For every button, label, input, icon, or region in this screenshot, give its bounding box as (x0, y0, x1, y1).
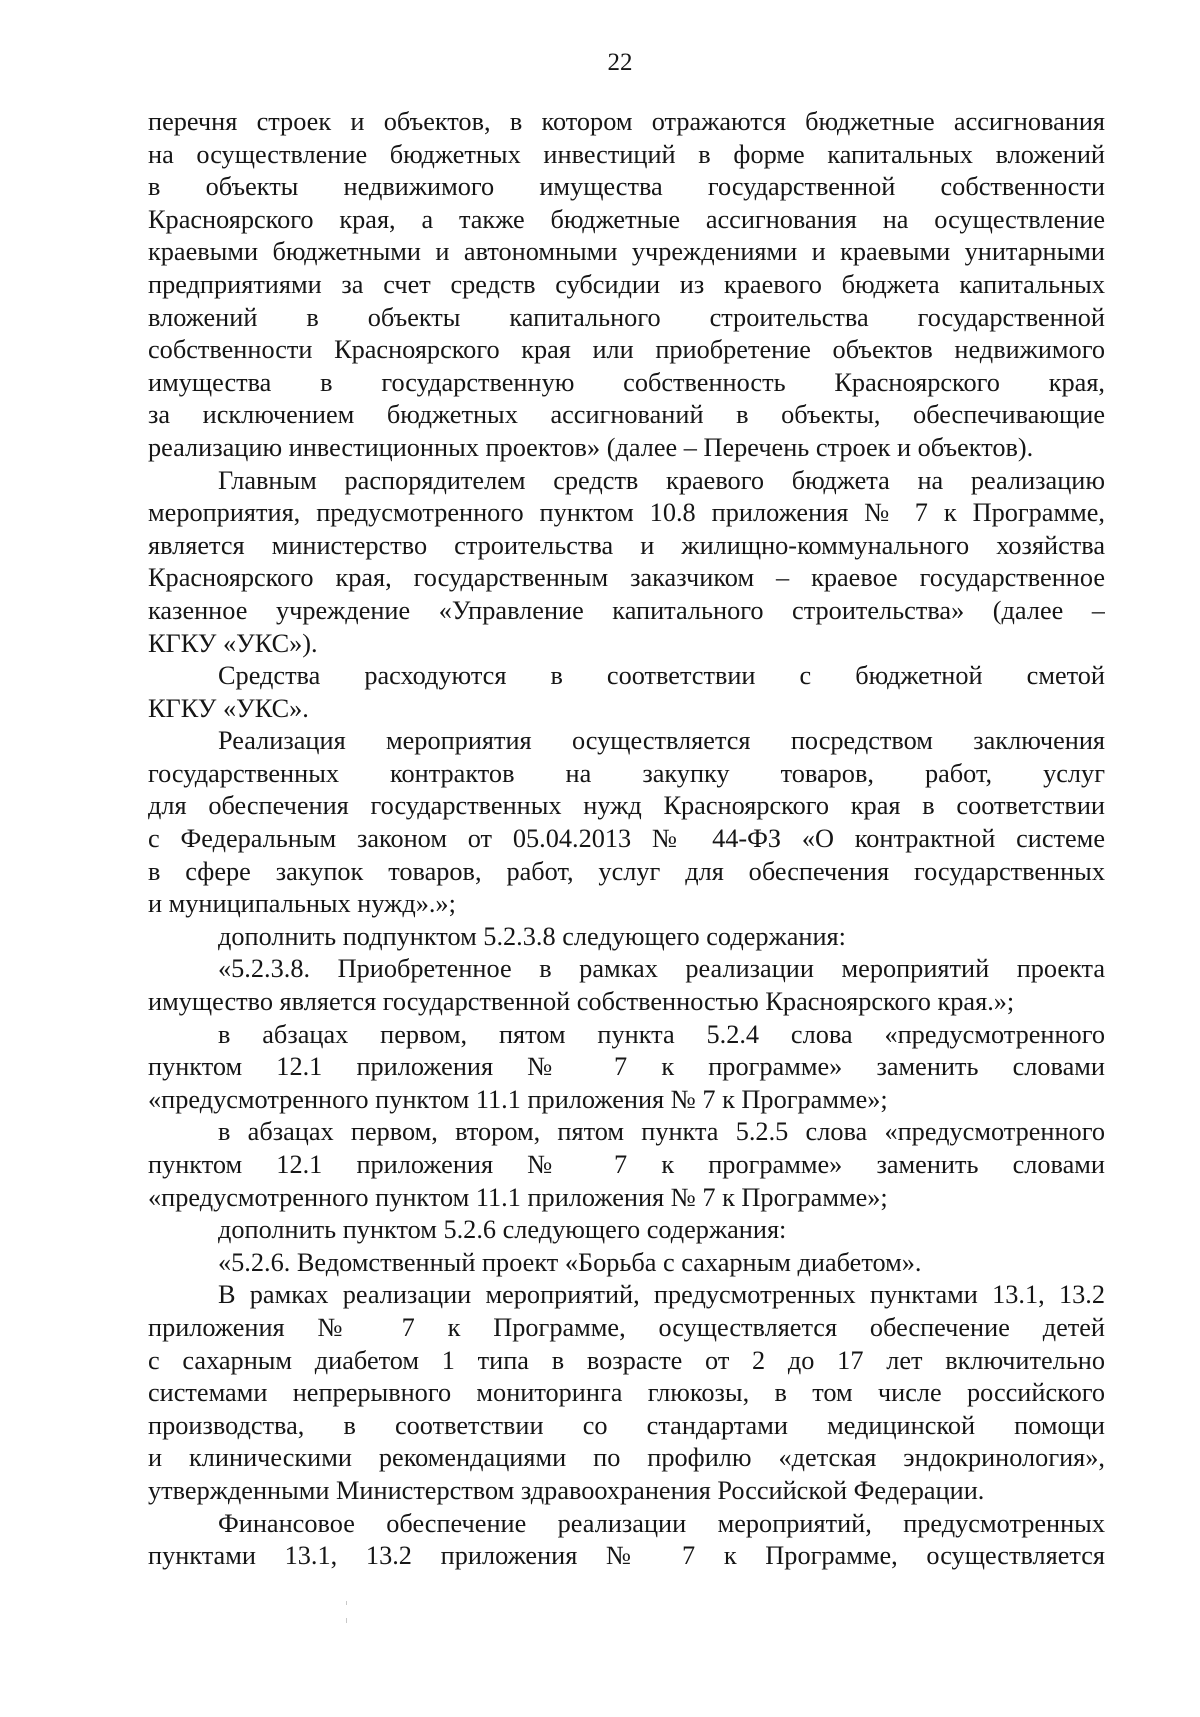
text-line: В рамках реализации мероприятий, предусмотренных пунктами 13.1, 13.2 (218, 1280, 1105, 1310)
text-line: в абзацах первом, пятом пункта 5.2.4 слова «предусмотренного (218, 1019, 1105, 1049)
page-number: 22 (607, 49, 633, 76)
text-line: Финансовое обеспечение реализации мероприятий, предусмотренных (218, 1508, 1105, 1538)
text-line: перечня строек и объектов, в котором отражаются бюджетные ассигнования (148, 107, 1105, 136)
text-line: КГКУ «УКС»). (148, 628, 318, 658)
text-line: пунктом 12.1 приложения № 7 к программе» заменить словами (148, 1150, 1105, 1179)
text-line: системами непрерывного мониторинга глюкозы, в том числе российского (148, 1378, 1105, 1408)
text-line: собственности Красноярского края или приобретение объектов недвижимого (148, 335, 1105, 365)
text-line: Главным распорядителем средств краевого бюджета на реализацию (218, 465, 1105, 495)
text-line: имущества в государственную собственность Красноярского края, (148, 367, 1105, 397)
paragraph (148, 106, 1105, 465)
text-line: Реализация мероприятия осуществляется посредством заключения (218, 726, 1105, 756)
text-line: утвержденными Министерством здравоохранения Российской Федерации. (148, 1475, 985, 1505)
text-line: Красноярского края, государственным заказчиком – краевое государственное (148, 563, 1105, 593)
text-line: дополнить пунктом 5.2.6 следующего содержания: (218, 1215, 787, 1245)
paragraph (148, 660, 1105, 725)
text-line: с Федеральным законом от 05.04.2013 № 44-ФЗ «О контрактной системе (148, 824, 1105, 854)
text-line: является министерство строительства и жилищно-коммунального хозяйства (148, 530, 1105, 560)
paragraph (148, 1279, 1105, 1507)
paragraph (148, 1214, 1105, 1247)
text-line: КГКУ «УКС». (148, 693, 309, 723)
text-line: «5.2.6. Ведомственный проект «Борьба с сахарным диабетом». (218, 1247, 922, 1277)
text-line: «предусмотренного пунктом 11.1 приложения № 7 к Программе»; (148, 1182, 888, 1212)
text-line: «предусмотренного пунктом 11.1 приложения № 7 к Программе»; (148, 1084, 888, 1114)
text-line: реализацию инвестиционных проектов» (далее – Перечень строек и объектов). (148, 432, 1034, 462)
text-line: производства, в соответствии со стандартами медицинской помощи (148, 1410, 1105, 1440)
text-line: дополнить подпунктом 5.2.3.8 следующего содержания: (218, 921, 846, 951)
text-line: предприятиями за счет средств субсидии из краевого бюджета капитальных (148, 269, 1105, 299)
text-line: краевыми бюджетными и автономными учреждениями и краевыми унитарными (148, 237, 1105, 267)
paragraph (148, 725, 1105, 921)
text-line: в объекты недвижимого имущества государственной собственности (148, 172, 1105, 202)
paragraph (148, 1019, 1105, 1117)
text-line: Красноярского края, а также бюджетные ассигнования на осуществление (148, 204, 1105, 234)
text-line: казенное учреждение «Управление капитального строительства» (далее – (148, 595, 1105, 625)
text-line: и муниципальных нужд».»; (148, 889, 456, 919)
body-text (148, 106, 1105, 1573)
text-line: имущество является государственной собственностью Красноярского края.»; (148, 987, 1015, 1017)
paragraph (148, 1116, 1105, 1214)
text-line: пунктом 12.1 приложения № 7 к программе» заменить словами (148, 1052, 1105, 1082)
text-line: в сфере закупок товаров, работ, услуг для обеспечения государственных (148, 856, 1105, 886)
text-line: вложений в объекты капитального строительства государственной (148, 302, 1105, 332)
paragraph (148, 921, 1105, 954)
text-line: пунктами 13.1, 13.2 приложения № 7 к Программе, осуществляется (148, 1541, 1105, 1571)
paragraph (148, 953, 1105, 1018)
text-line: «5.2.3.8. Приобретенное в рамках реализации мероприятий проекта (218, 954, 1105, 984)
paragraph (148, 1508, 1105, 1573)
scan-speck (346, 1601, 347, 1605)
text-line: за исключением бюджетных ассигнований в объекты, обеспечивающие (148, 400, 1105, 430)
text-line: государственных контрактов на закупку товаров, работ, услуг (148, 758, 1105, 788)
text-line: Средства расходуются в соответствии с бюджетной сметой (218, 661, 1105, 691)
paragraph (148, 1247, 1105, 1280)
text-line: на осуществление бюджетных инвестиций в форме капитальных вложений (148, 139, 1105, 169)
text-line: в абзацах первом, втором, пятом пункта 5.2.5 слова «предусмотренного (218, 1117, 1105, 1147)
text-line: и клиническими рекомендациями по профилю «детская эндокринология», (148, 1443, 1105, 1473)
text-line: мероприятия, предусмотренного пунктом 10.8 приложения № 7 к Программе, (148, 498, 1105, 528)
text-line: для обеспечения государственных нужд Красноярского края в соответствии (148, 791, 1105, 821)
paragraph (148, 465, 1105, 661)
scan-speck (346, 1618, 347, 1623)
text-line: приложения № 7 к Программе, осуществляется обеспечение детей (148, 1312, 1105, 1342)
text-line: с сахарным диабетом 1 типа в возрасте от 2 до 17 лет включительно (148, 1345, 1105, 1375)
